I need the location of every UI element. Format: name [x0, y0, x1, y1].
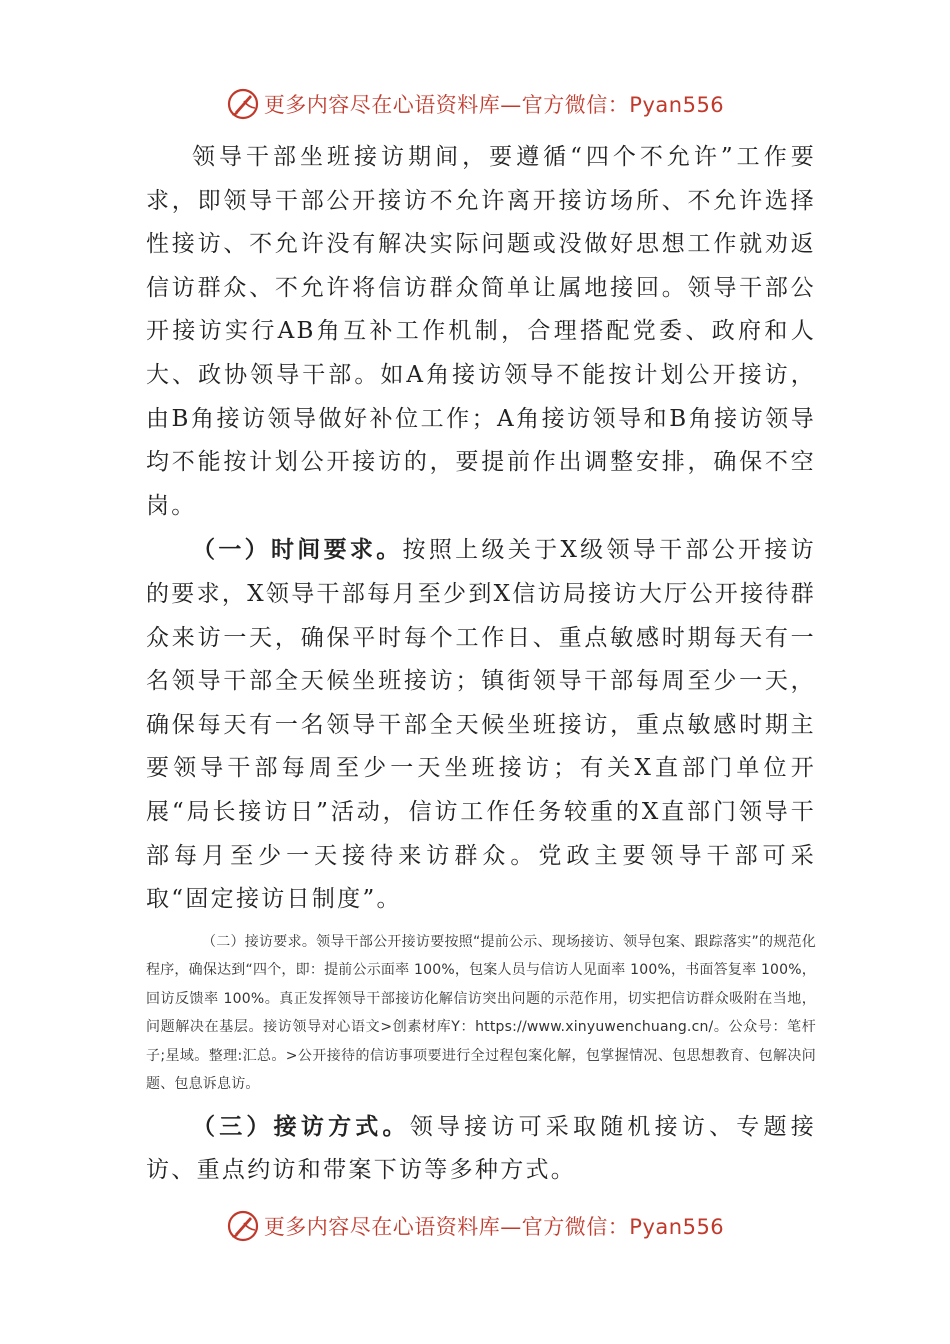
section-heading-time: （一）时间要求。 [192, 536, 403, 564]
banner-text: 更多内容尽在心语资料库—官方微信：Pyan556 [263, 1215, 725, 1239]
banner-text: 更多内容尽在心语资料库—官方微信：Pyan556 [263, 93, 725, 117]
section-body-methods: 领导接访可采取随机接访、专题接访、重点约访和带案下访等多种方式。 [146, 1113, 817, 1184]
quill-pen-logo-icon [226, 1209, 260, 1243]
section-heading-methods: （三）接访方式。 [192, 1112, 410, 1140]
paragraph-time-requirements [146, 528, 816, 921]
document-body [146, 136, 816, 1193]
footer-banner [0, 1206, 950, 1246]
quill-pen-logo-icon [226, 87, 260, 121]
paragraph-reception-requirements: （二）接访要求。领导干部公开接访要按照“提前公示、现场接访、领导包案、跟踪落实”的规范化程序，确保达到“四个，即：提前公示面率 100%，包案人员与信访人见面率 100%，书面答复率 100%，回访反馈率 100%。真正发挥领导干部接访化解信访突出问题的示范作用，切实把信访群众吸附在当地，问题解决在基层。接访领导对心语文>创素材库Y：https://www.xinyuwenchuang.cn/。公众号：笔杆子;星域。整理:汇总。>公开接待的信访事项要进行全过程包案化解，包掌握情况、包思想教育、包解决问题、包息诉息访。 [146, 933, 816, 1093]
paragraph-reception-rules: 领导干部坐班接访期间，要遵循“四个不允许”工作要求，即领导干部公开接访不允许离开接访场所、不允许选择性接访、不允许没有解决实际问题或没做好思想工作就劝返信访群众、不允许将信访群众简单让属地接回。领导干部公开接访实行AB角互补工作机制，合理搭配党委、政府和人大、政协领导干部。如A角接访领导不能按计划公开接访，由B角接访领导做好补位工作；A角接访领导和B角接访领导均不能按计划公开接访的，要提前作出调整安排，确保不空岗。 [146, 144, 816, 519]
section-body-time: 按照上级关于X级领导干部公开接访的要求，X领导干部每月至少到X信访局接访大厅公开接待群众来访一天，确保平时每个工作日、重点敏感时期每天有一名领导干部全天候坐班接访；镇街领导干部每周至少一天，确保每天有一名领导干部全天候坐班接访，重点敏感时期主要领导干部每周至少一天坐班接访；有关X直部门单位开展“局长接访日”活动，信访工作任务较重的X直部门领导干部每月至少一天接待来访群众。党政主要领导干部可采取“固定接访日制度”。 [146, 537, 816, 913]
paragraph-reception-methods [146, 1105, 816, 1193]
header-banner [0, 84, 950, 124]
